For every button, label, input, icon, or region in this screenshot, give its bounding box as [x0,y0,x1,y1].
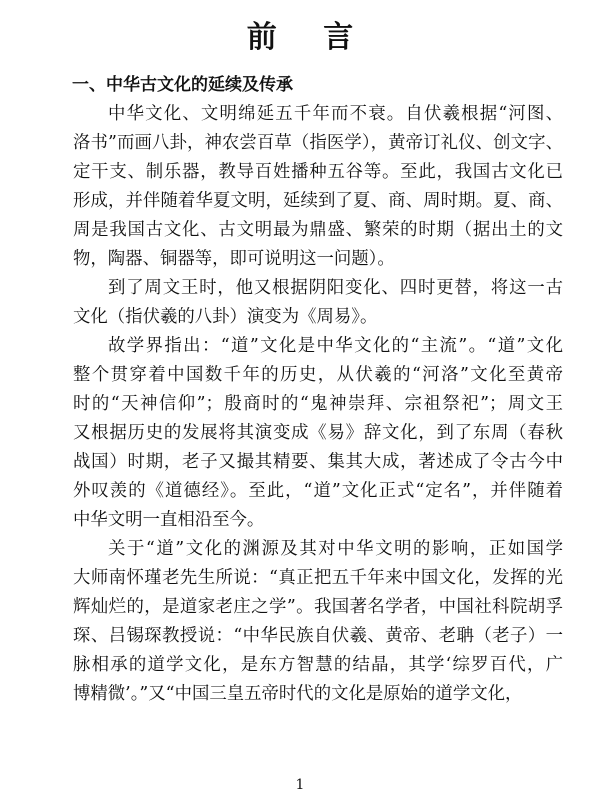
paragraph-line: 定干支、制乐器，教导百姓播种五谷等。至此，我国古文化已 [73,162,563,182]
section-heading: 一、中华古文化的延续及传承 [72,75,293,95]
page-title: 前 言 [246,20,372,55]
paragraph-line: 故学界指出：“道”文化是中华文化的“主流”。“道”文化 [108,336,563,356]
paragraph-line: 中华文明一直相沿至今。 [73,510,265,530]
paragraph [73,535,563,709]
paragraph-line: 脉相承的道学文化，是东方智慧的结晶，其学‘综罗百代，广 [73,655,563,675]
paragraph-line: 又根据历史的发展将其演变成《易》辞文化，到了东周（春秋 [73,423,563,443]
paragraph [73,332,563,535]
paragraph-line: 大师南怀瑾老先生所说：“真正把五千年来中国文化，发挥的光 [73,568,563,588]
paragraph-line: 物，陶器、铜器等，即可说明这一问题）。 [73,249,395,269]
paragraph-line: 时的“天神信仰”；殷商时的“鬼神崇拜、宗祖祭祀”；周文王 [73,394,563,414]
paragraph-line: 周是我国古文化、古文明最为鼎盛、繁荣的时期（据出土的文 [73,220,563,240]
paragraph [73,100,563,274]
body-text [73,100,563,709]
paragraph-line: 博精微’。”又“中国三皇五帝时代的文化是原始的道学文化， [73,684,523,704]
paragraph-line: 文化（指伏羲的八卦）演变为《周易》。 [73,307,378,327]
paragraph-line: 外叹羡的《道德经》。至此，“道”文化正式“定名”，并伴随着 [73,481,563,501]
page-number: 1 [295,777,305,793]
paragraph-line: 整个贯穿着中国数千年的历史，从伏羲的“河洛”文化至黄帝 [73,365,563,385]
paragraph-line: 形成，并伴随着华夏文明，延续到了夏、商、周时期。夏、商、 [73,191,563,211]
paragraph-line: 辉灿烂的，是道家老庄之学”。我国著名学者，中国社科院胡孚 [73,597,563,617]
paragraph-line: 中华文化、文明绵延五千年而不衰。自伏羲根据“河图、 [108,104,563,124]
paragraph-line: 关于“道”文化的渊源及其对中华文明的影响，正如国学 [108,539,563,559]
paragraph [73,274,563,332]
paragraph-line: 琛、吕锡琛教授说：“中华民族自伏羲、黄帝、老聃（老子）一 [73,626,563,646]
paragraph-line: 洛书”而画八卦，神农尝百草（指医学），黄帝订礼仪、创文字、 [73,133,563,153]
paragraph-line: 战国）时期，老子又撮其精要、集其大成，著述成了令古今中 [73,452,563,472]
paragraph-line: 到了周文王时，他又根据阴阳变化、四时更替，将这一古 [108,278,563,298]
